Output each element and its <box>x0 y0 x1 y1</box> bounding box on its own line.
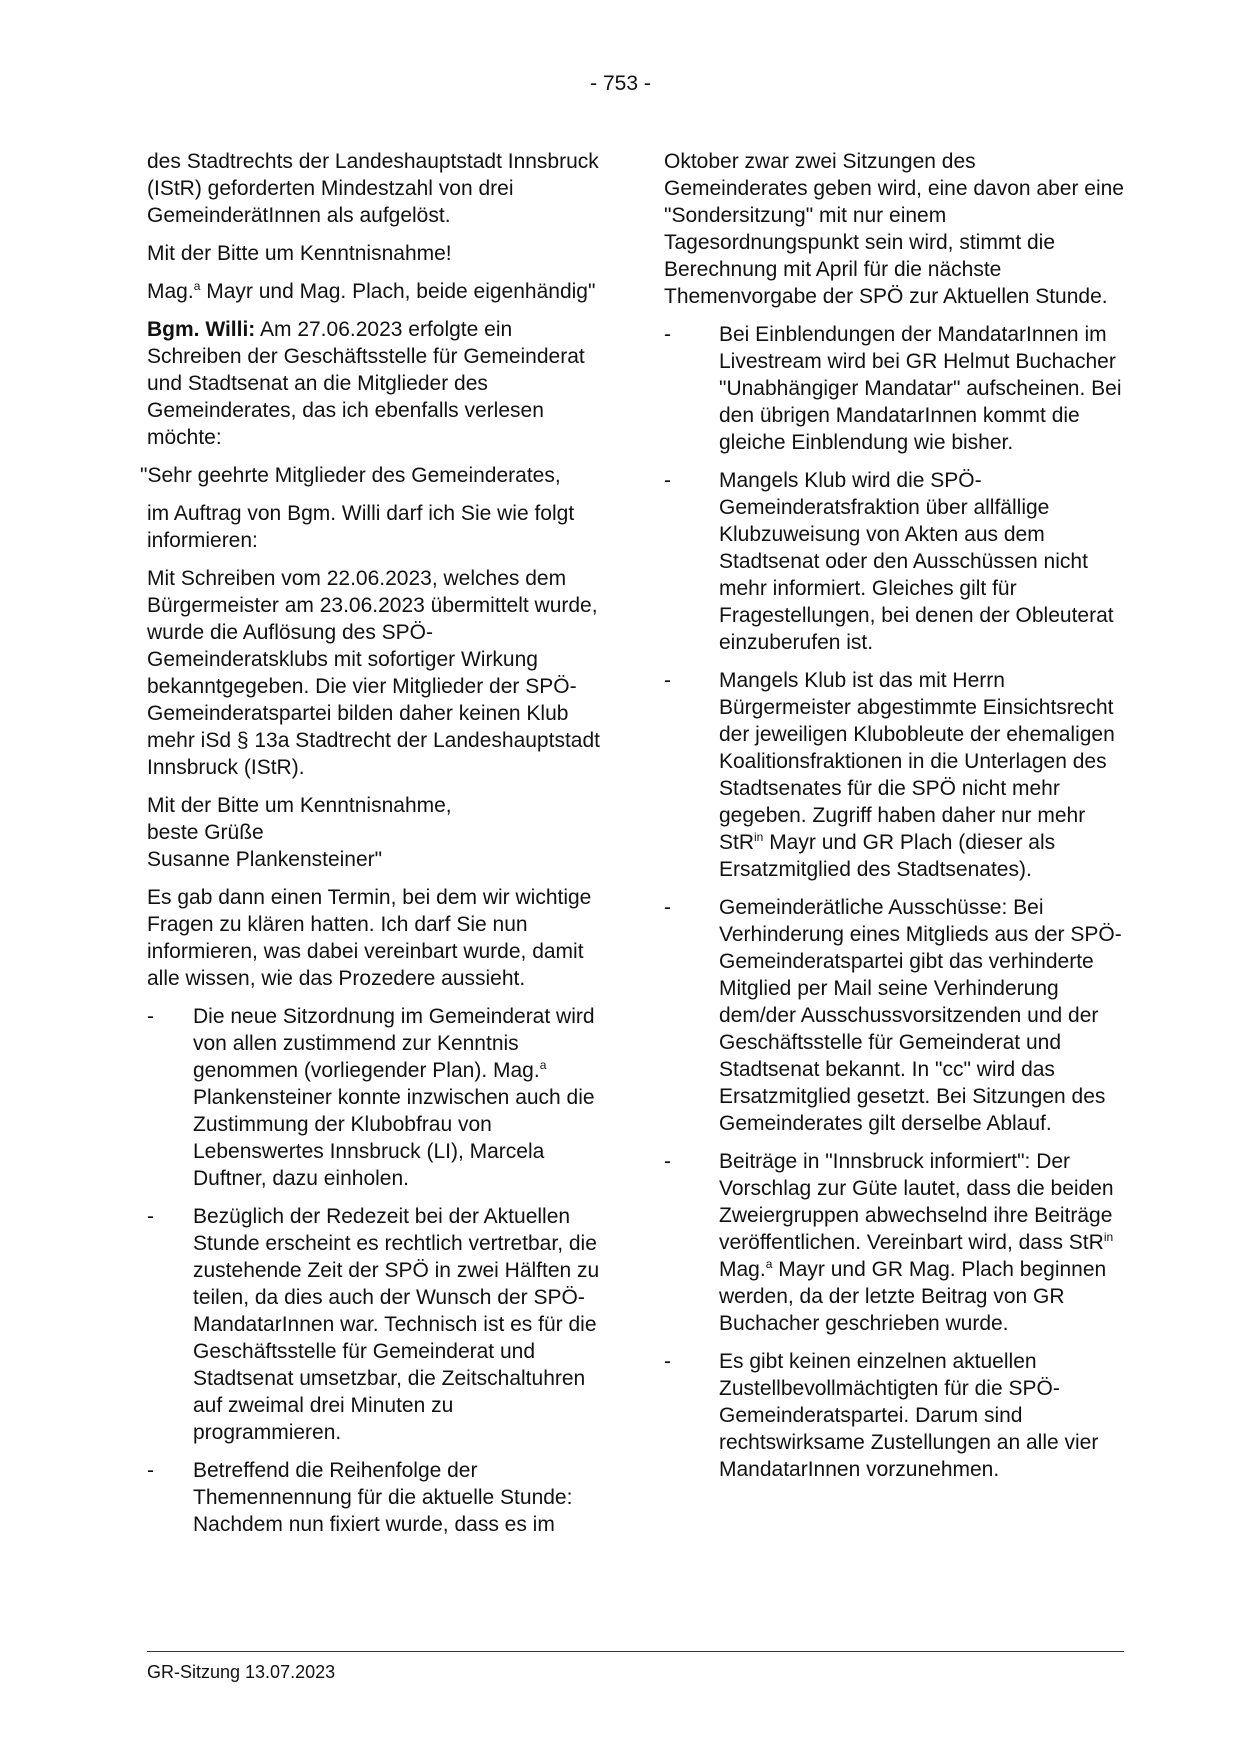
text-run: Mayr und Mag. Plach, beide eigenhändig" <box>200 280 596 303</box>
paragraph: Es gab dann einen Termin, bei dem wir wichtige Fragen zu klären hatten. Ich darf Sie nun informieren, was dabei vereinbart wurde, damit alle wissen, wie das Prozedere aussieht. <box>147 886 592 990</box>
list-item <box>147 1203 602 1446</box>
bullet-dash: - <box>147 1005 154 1028</box>
text-run: Betreffend die Reihenfolge der Themennennung für die aktuelle Stunde: Nachdem nun fixiert wurde, dass es im <box>193 1459 573 1536</box>
closing-line: Mit der Bitte um Kenntnisnahme, <box>147 794 452 817</box>
paragraph: des Stadtrechts der Landeshauptstadt Innsbruck (IStR) geforderten Mindestzahl von drei GemeinderätInnen als aufgelöst. <box>147 150 599 227</box>
text-run: Beiträge in "Innsbruck informiert": Der Vorschlag zur Güte lautet, dass die beiden Zweiergruppen abwechselnd ihre Beiträge veröffentlichen. Vereinbart wird, dass StR <box>719 1150 1114 1254</box>
list-item <box>147 1457 602 1538</box>
list-item <box>664 467 1124 656</box>
superscript: a <box>539 1058 547 1072</box>
text-run: Bezüglich der Redezeit bei der Aktuellen Stunde erscheint es rechtlich vertretbar, die zustehende Zeit der SPÖ in zwei Hälften zu teilen, da dies auch der Wunsch der SPÖ-MandatarInnen war. Technisch ist es für die Geschäftsstelle für Gemeinderat und Stadtsenat umsetzbar, die Zeitschaltuhren auf zweimal drei Minuten zu programmieren. <box>193 1205 600 1444</box>
list-item <box>664 667 1124 883</box>
text-run: Es gibt keinen einzelnen aktuellen Zustellbevollmächtigten für die SPÖ-Gemeinderatspartei. Darum sind rechtswirksame Zustellungen an alle vier MandatarInnen vorzunehmen. <box>719 1350 1099 1481</box>
text-run: Bei Einblendungen der MandatarInnen im Livestream wird bei GR Helmut Buchacher "Unabhängiger Mandatar" aufscheinen. Bei den übrigen MandatarInnen kommt die gleiche Einblendung wie bisher. <box>719 323 1122 454</box>
list-item <box>664 1148 1124 1337</box>
text-run: Am 27.06.2023 erfolgte ein Schreiben der Geschäftsstelle für Gemeinderat und Stadtsenat an die Mitglieder des Gemeinderates, das ich ebenfalls verlesen möchte: <box>147 318 585 449</box>
bullet-dash: - <box>664 469 671 492</box>
closing-line: beste Grüße <box>147 821 264 844</box>
text-run: Die neue Sitzordnung im Gemeinderat wird von allen zustimmend zur Kenntnis genommen (vorliegender Plan). Mag. <box>193 1005 595 1082</box>
signature-paragraph <box>147 278 602 305</box>
bullet-dash: - <box>664 323 671 346</box>
text-run: Mayr und GR Plach (dieser als Ersatzmitglied des Stadtsenates). <box>719 831 1056 881</box>
left-column <box>140 148 602 1549</box>
paragraph: Mit Schreiben vom 22.06.2023, welches dem Bürgermeister am 23.06.2023 übermittelt wurde, wurde die Auflösung des SPÖ-Gemeinderatsklubs mit sofortiger Wirkung bekanntgegeben. Die vier Mitglieder der SPÖ-Gemeinderatspartei bilden daher keinen Klub mehr iSd § 13a Stadtrecht der Landeshauptstadt Innsbruck (IStR). <box>147 567 600 779</box>
text-run: Mag. <box>147 280 194 303</box>
superscript: in <box>1103 1230 1114 1244</box>
speaker-name: Bgm. Willi: <box>147 318 256 341</box>
list-item <box>664 894 1124 1137</box>
text-run: Plankensteiner konnte inzwischen auch die Zustimmung der Klubobfrau von Lebenswertes Innsbruck (LI), Marcela Duftner, dazu einholen. <box>193 1086 595 1190</box>
text-run: Mangels Klub ist das mit Herrn Bürgermeister abgestimmte Einsichtsrecht der jeweiligen Klubobleute der ehemaligen Koalitionsfraktionen in die Unterlagen des Stadtsenates für die SPÖ nicht mehr gegeben. Zugriff haben daher nur mehr StR <box>719 669 1115 854</box>
bullet-dash: - <box>147 1205 154 1228</box>
page-number: - 753 - <box>590 72 651 95</box>
list-item <box>664 1348 1124 1483</box>
text-run: Gemeinderätliche Ausschüsse: Bei Verhinderung eines Mitglieds aus der SPÖ-Gemeinderatspartei gibt das verhinderte Mitglied per Mail seine Verhinderung dem/der Ausschussvorsitzenden und der Geschäftsstelle für Gemeinderat und Stadtsenat bekannt. In "cc" wird das Ersatzmitglied gesetzt. Bei Sitzungen des Gemeinderates gilt derselbe Ablauf. <box>719 896 1122 1135</box>
bullet-dash: - <box>664 896 671 919</box>
text-run: Mayr und GR Mag. Plach beginnen werden, da der letzte Beitrag von GR Buchacher geschrieben wurde. <box>719 1258 1107 1335</box>
text-run: Mag. <box>719 1258 766 1281</box>
footer-session-date: GR-Sitzung 13.07.2023 <box>147 1662 336 1682</box>
closing-paragraph <box>147 792 602 873</box>
paragraph: im Auftrag von Bgm. Willi darf ich Sie wie folgt informieren: <box>147 502 575 552</box>
superscript: a <box>193 279 201 293</box>
list-item <box>664 321 1124 456</box>
list-item <box>147 1003 602 1192</box>
bullet-dash: - <box>664 1350 671 1373</box>
superscript: a <box>765 1257 773 1271</box>
footer-divider <box>147 1651 1124 1652</box>
bullet-dash: - <box>147 1459 154 1482</box>
paragraph: Oktober zwar zwei Sitzungen des Gemeinderates geben wird, eine davon aber eine "Sondersitzung" mit nur einem Tagesordnungspunkt sein wird, stimmt die Berechnung mit April für die nächste Themenvorgabe der SPÖ zur Aktuellen Stunde. <box>664 150 1124 308</box>
paragraph: "Sehr geehrte Mitglieder des Gemeinderates, <box>140 464 561 487</box>
closing-line: Susanne Plankensteiner" <box>147 848 383 871</box>
speaker-paragraph <box>147 316 602 451</box>
paragraph: Mit der Bitte um Kenntnisnahme! <box>147 242 452 265</box>
superscript: in <box>754 830 764 844</box>
bullet-dash: - <box>664 669 671 692</box>
right-column <box>664 148 1124 1494</box>
text-run: Mangels Klub wird die SPÖ-Gemeinderatsfraktion über allfällige Klubzuweisung von Akten aus dem Stadtsenat oder den Ausschüssen nicht mehr informiert. Gleiches gilt für Fragestellungen, bei denen der Obleuterat einzuberufen ist. <box>719 469 1114 654</box>
bullet-dash: - <box>664 1150 671 1173</box>
